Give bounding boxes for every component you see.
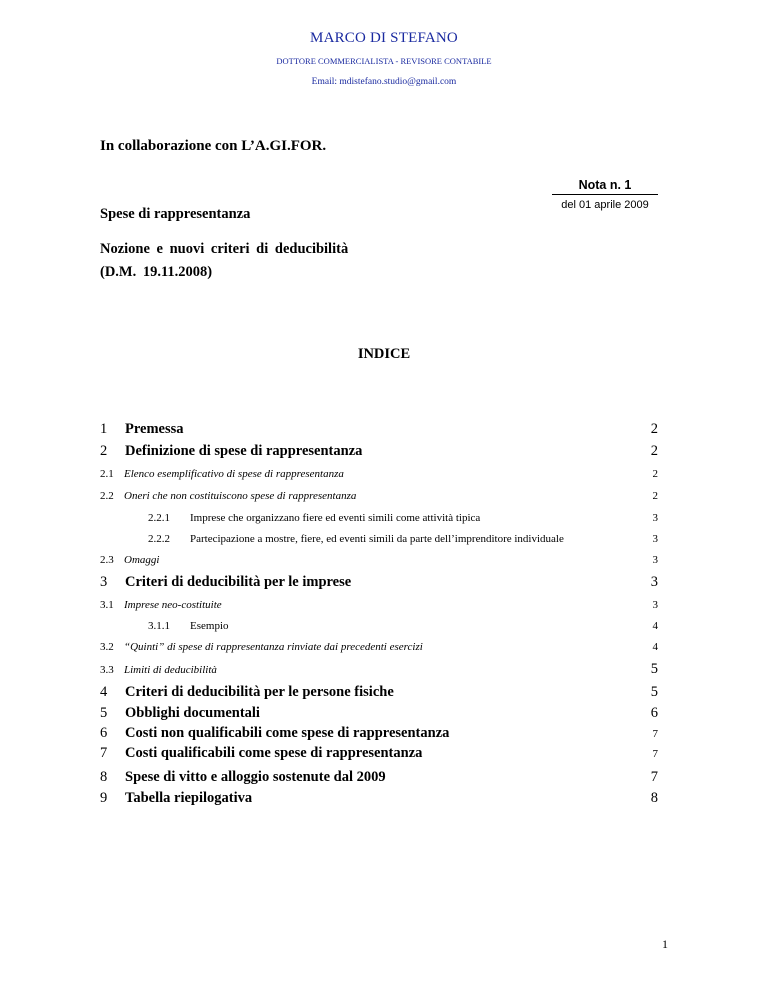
page-number: 1 [662, 937, 668, 951]
toc-entry-number: 2.3 [100, 554, 114, 566]
toc-entry[interactable] [100, 599, 658, 613]
letterhead-title: DOTTORE COMMERCIALISTA - REVISORE CONTABILE [276, 56, 492, 66]
toc-entry-title: Definizione di spese di rappresentanza [125, 443, 363, 459]
toc-entry[interactable] [100, 684, 658, 702]
toc-entry[interactable] [100, 705, 658, 723]
toc-entry-page: 8 [650, 790, 658, 806]
toc-entry-title: Imprese che organizzano fiere ed eventi simili come attività tipica [190, 512, 481, 524]
toc-entry-page: 3 [652, 554, 658, 566]
toc-entry-number: 2.1 [100, 468, 114, 480]
toc-entry-page: 3 [652, 599, 658, 611]
toc-entry[interactable] [100, 641, 658, 655]
toc-entry-title: Omaggi [124, 554, 160, 566]
note-number: Nota n. 1 [552, 178, 658, 195]
toc-entry[interactable] [148, 533, 658, 547]
letterhead-name: MARCO DI STEFANO [310, 30, 458, 46]
toc-entry-number: 4 [100, 684, 108, 700]
toc-entry-title: Limiti di deducibilità [124, 664, 217, 676]
toc-entry-title: Costi qualificabili come spese di rappresentanza [125, 745, 423, 761]
toc-entry-title: Criteri di deducibilità per le persone fisiche [125, 684, 394, 700]
document-subject: Spese di rappresentanza [100, 206, 251, 222]
toc-entry-number: 3.1.1 [148, 620, 170, 632]
toc-entry-number: 2.2 [100, 490, 114, 502]
toc-entry-page: 7 [652, 728, 658, 740]
toc-entry-number: 9 [100, 790, 108, 806]
toc-entry-page: 3 [650, 574, 658, 590]
toc-entry-page: 7 [650, 769, 658, 785]
toc-entry[interactable] [100, 790, 658, 808]
toc-entry-number: 2.2.2 [148, 533, 170, 545]
note-date: del 01 aprile 2009 [561, 199, 649, 211]
document-heading-line1: Nozione e nuovi criteri di deducibilità [100, 241, 349, 257]
toc-entry-page: 2 [650, 443, 658, 459]
toc-entry-title: Obblighi documentali [125, 705, 260, 721]
toc-entry[interactable] [100, 468, 658, 482]
document-heading-line2: (D.M. 19.11.2008) [100, 264, 213, 280]
toc-entry-page: 4 [652, 620, 658, 632]
toc-entry-title: “Quinti” di spese di rappresentanza rinviate dai precedenti esercizi [124, 641, 423, 653]
toc-entry-title: Criteri di deducibilità per le imprese [125, 574, 352, 590]
toc-entry[interactable] [100, 769, 658, 787]
toc-entry-page: 6 [650, 705, 658, 721]
toc-entry-number: 7 [100, 745, 108, 761]
toc-entry-number: 2.2.1 [148, 512, 170, 524]
toc-entry[interactable] [100, 490, 658, 504]
toc-entry[interactable] [100, 421, 658, 439]
toc-entry-title: Imprese neo-costituite [124, 599, 222, 611]
toc-entry-number: 3.2 [100, 641, 114, 653]
toc-entry-page: 3 [652, 512, 658, 524]
toc-entry-title: Partecipazione a mostre, fiere, ed eventi simili da parte dell’imprenditore individuale [190, 533, 564, 545]
toc-entry-title: Spese di vitto e alloggio sostenute dal 2009 [125, 769, 386, 785]
toc-entry-page: 4 [652, 641, 658, 653]
collaboration-line: In collaborazione con L’A.GI.FOR. [100, 138, 327, 154]
toc-entry[interactable] [100, 745, 658, 763]
toc-entry-page: 2 [652, 468, 658, 480]
toc-entry-title: Oneri che non costituiscono spese di rappresentanza [124, 490, 357, 502]
toc-entry-number: 3.3 [100, 664, 114, 676]
toc-entry-title: Elenco esemplificativo di spese di rappresentanza [124, 468, 344, 480]
letterhead-email[interactable]: Email: mdistefano.studio@gmail.com [311, 77, 457, 87]
toc-entry[interactable] [100, 443, 658, 461]
toc-entry-number: 6 [100, 725, 108, 741]
note-box [552, 178, 658, 211]
toc-entry[interactable] [148, 512, 658, 526]
toc-entry-page: 5 [650, 684, 658, 700]
toc-entry-page: 3 [652, 533, 658, 545]
toc-entry-page: 2 [652, 490, 658, 502]
toc-entry[interactable] [100, 725, 658, 743]
toc-entry-page: 2 [650, 421, 658, 437]
toc-entry-number: 8 [100, 769, 108, 785]
toc-entry-title: Costi non qualificabili come spese di rappresentanza [125, 725, 450, 741]
toc-entry-number: 2 [100, 443, 108, 459]
toc-entry-page: 7 [652, 748, 658, 760]
toc-entry-number: 3 [100, 574, 108, 590]
toc-entry-page: 5 [650, 661, 658, 677]
toc-entry-title: Premessa [125, 421, 184, 437]
toc-entry-number: 5 [100, 705, 108, 721]
toc-entry-title: Tabella riepilogativa [125, 790, 253, 806]
toc-entry[interactable] [100, 661, 658, 679]
toc-entry-number: 3.1 [100, 599, 114, 611]
index-title: INDICE [357, 346, 411, 362]
toc-entry-number: 1 [100, 421, 108, 437]
toc-entry-title: Esempio [190, 620, 229, 632]
toc-entry[interactable] [100, 554, 658, 568]
toc-entry[interactable] [148, 620, 658, 634]
toc-entry[interactable] [100, 574, 658, 592]
